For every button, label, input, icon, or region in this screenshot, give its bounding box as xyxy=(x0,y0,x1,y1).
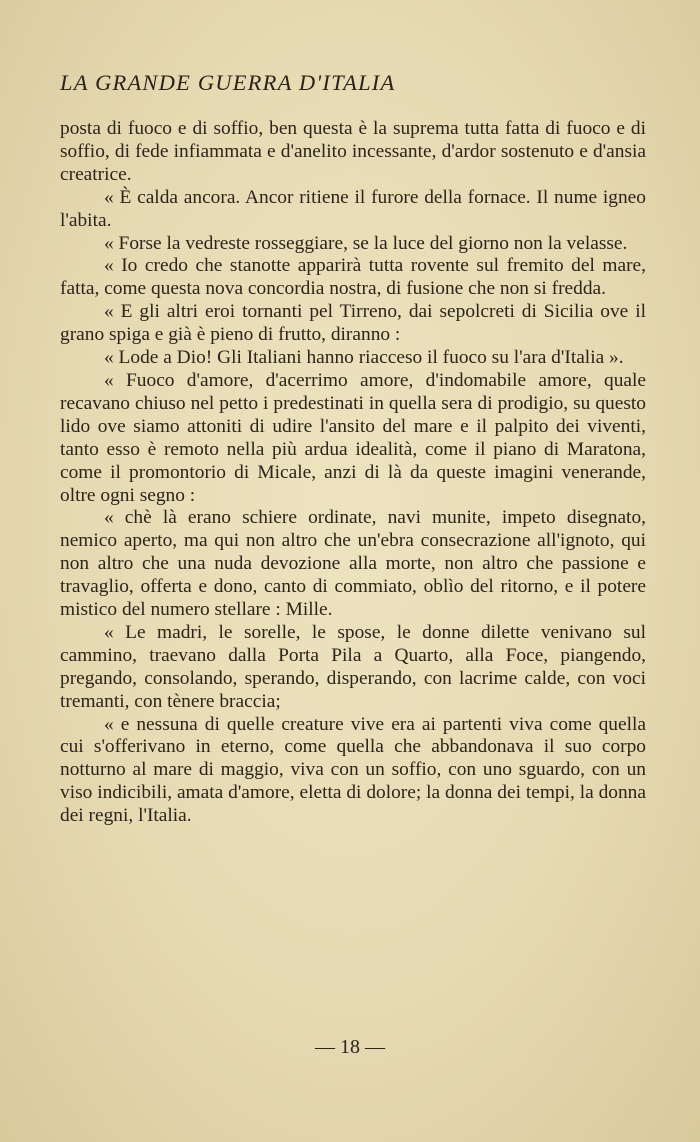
paragraph: « È calda ancora. Ancor ritiene il furore della fornace. Il nume igneo l'abita. xyxy=(60,186,646,231)
paragraph: « Fuoco d'amore, d'acerrimo amore, d'indomabile amore, quale recavano chiuso nel petto i predestinati in quella sera di prodigio, su questo lido ove siamo attoniti di udire l'ansito del mare e il palpito dei viventi, tanto esso è remoto nella più ardua idealità, come il piano di Maratona, come il promontorio di Micale, anzi di là da queste imagini venerande, oltre ogni segno : xyxy=(60,369,646,506)
paragraph: « Lode a Dio! Gli Italiani hanno riacceso il fuoco su l'ara d'Italia ». xyxy=(104,347,624,369)
paragraph: « Le madri, le sorelle, le spose, le donne dilette venivano sul cammino, traevano dalla Porta Pila a Quarto, alla Foce, piangendo, pregando, consolando, sperando, disperando, con lacrime calde, con voci tremanti, con tènere braccia; xyxy=(60,621,646,712)
page-number: — 18 — xyxy=(315,1036,385,1058)
paragraph: « e nessuna di quelle creature vive era ai partenti viva come quella cui s'offerivano in eterno, come quella che abbandonava il suo corpo notturno al mare di maggio, viva con un soffio, con uno sguardo, con un viso indicibili, amata d'amore, eletta di dolore; la donna dei tempi, la donna dei regni, l'Italia. xyxy=(60,713,646,827)
body-text xyxy=(60,118,646,828)
paragraph: « E gli altri eroi tornanti pel Tirreno, dai sepolcreti di Sicilia ove il grano spiga e già è pieno di frutto, diranno : xyxy=(60,301,646,346)
paragraph: « Io credo che stanotte apparirà tutta rovente sul fremito del mare, fatta, come questa nova concordia nostra, di fusione che non si fredda. xyxy=(60,255,646,300)
paragraph: « Forse la vedreste rosseggiare, se la luce del giorno non la velasse. xyxy=(104,232,628,254)
paragraph: « chè là erano schiere ordinate, navi munite, impeto disegnato, nemico aperto, ma qui non altro che un'ebra consecrazione all'ignoto, qui non altro che una nuda devozione alla morte, non altro che passione e travaglio, offerta e dono, canto di commiato, oblìo del ritorno, e il potere mistico del numero stellare : Mille. xyxy=(60,507,646,621)
running-title: LA GRANDE GUERRA D'ITALIA xyxy=(60,70,396,95)
paragraph: posta di fuoco e di soffio, ben questa è la suprema tutta fatta di fuoco e di soffio, di fede infiammata e d'anelito incessante, d'ardor sostenuto e d'ansia creatrice. xyxy=(60,118,646,185)
